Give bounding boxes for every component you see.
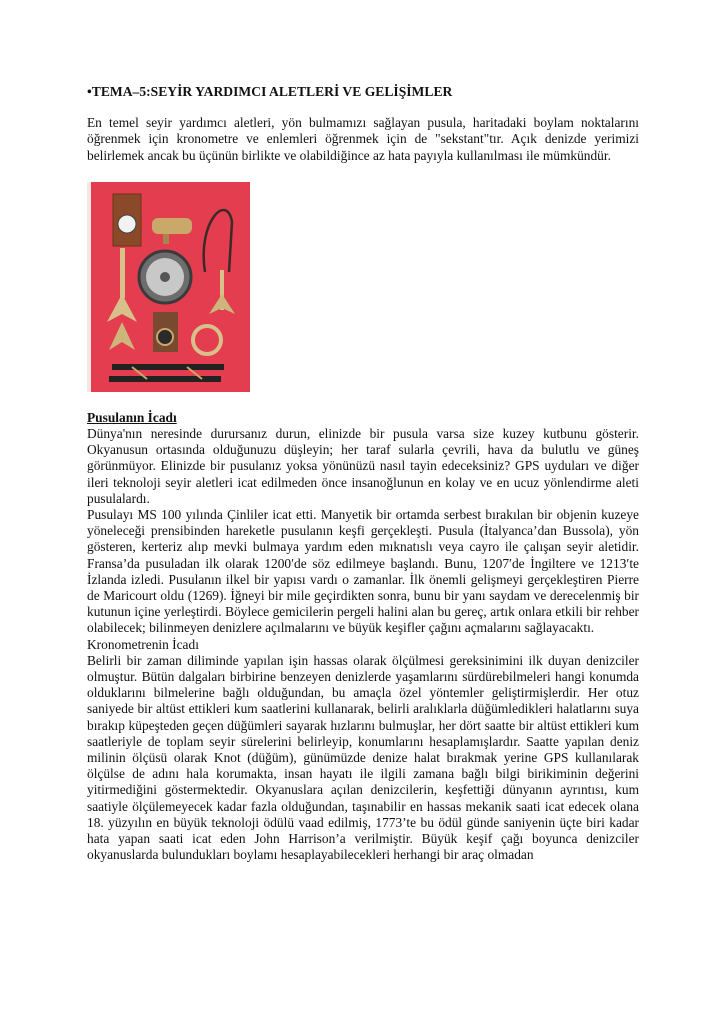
photo-left-edge	[87, 182, 91, 392]
compass-paragraph-1: Dünya'nın neresinde durursanız durun, elinizde bir pusula varsa size kuzey kutbunu gösterir. Okyanusun ortasında olduğunuzu düşleyin; her taraf sularla çevrili, hava da bulutlu ve güneş görünmüyor. Elinizde bir pusulanız yoksa yönünüzü nasıl tayin edeceksiniz? GPS uyduları ve diğer ileri teknoloji seyir aletleri icat edilmeden önce insanoğlunun en kolay ve en ucuz yönlendirme aleti pusulalardı.	[87, 426, 639, 506]
parallel-ruler-top-icon	[112, 364, 224, 370]
compass-center-icon	[160, 272, 170, 282]
section-heading-compass: Pusulanın İcadı	[87, 409, 177, 425]
brass-fitting-icon	[152, 218, 192, 234]
navigation-instruments-photo	[87, 182, 250, 392]
parallel-ruler-bottom-icon	[109, 376, 221, 382]
brass-fitting-stand-icon	[163, 234, 169, 244]
chronometer-dial-icon	[118, 215, 136, 233]
document-page	[87, 84, 639, 864]
document-title: •TEMA–5:SEYİR YARDIMCI ALETLERİ VE GELİŞİMLER	[87, 84, 453, 99]
section-heading-chronometer: Kronometrenin İcadı	[87, 636, 199, 652]
chronometer-paragraph-1: Belirli bir zaman diliminde yapılan işin hassas olarak ölçülmesi gereksinimini ilk duyan denizciler olmuştur. Bütün dalgaları birbirine benzeyen denizlerde yaşamlarını sürdürebilmeleri hangi konumda olduklarını bilmelerine bağlı olduğundan, bu amaçla özel yöntemler geliştirmişlerdir. Her otuz saniyede bir altüst ettikleri kum saatlerini kullanarak, belirli aralıklarla düğümledikleri halatlarını suya bırakıp küpeşteden geçen düğümleri sayarak hızlarını bulmuşlar, her dört saatte bir altüst ettikleri kum saatleriyle de toplam seyir sürelerini belirleyip, konumlarını hesaplamışlardır. Saatte yapılan deniz milinin ölçüsü olarak Knot (düğüm), günümüzde denize halat bırakmak yerine GPS kullanılarak ölçülse de adını hala korumakta, insan hayatı ile ilgili zamana bağlı bilgi birikiminin değerini yitirmediğini göstermektedir. Okyanuslara açılan denizcilerin, keşfettiği dünyanın ayrıntısı, kum saatiyle ölçülemeyecek kadar fazla olduğundan, taşınabilir en hassas mekanik saati icat edecek olana 18. yüzyılın en büyük teknoloji ödülü vaad edilmiş, 1773’te bu ödül günde saniyenin üçte biri kadar hata yapan saati icat eden John Harrison’a verilmiştir. Büyük keşif çağı boyunca denizciler okyanuslarda bulundukları boylamı hesaplayabilecekleri herhangi bir araç olmadan	[87, 652, 639, 863]
compass-paragraph-2: Pusulayı MS 100 yılında Çinliler icat etti. Manyetik bir ortamda serbest bırakılan bir objenin kuzeye yöneleceği prensibinden hareketle pusulanın keşfi gerçekleşti. Pusula (İtalyanca’dan Bussola), yön gösteren, kerteriz alıp mevki bulmaya yardım eden mıknatıslı veya cayro ile çalışan seyir aletidir. Fransa’da pusuladan ilk olarak 1200′de söz edilmeye başlandı. Bunu, 1207′de İngiltere ve 1213′te İzlanda izledi. Pusulanın ilkel bir yapısı vardı o zamanlar. İlk önemli gelişmeyi gerçekleştiren Pierre de Maricourt oldu (1269). İğneyi bir mile geçirdikten sonra, bunu bir yanı saydam ve derecelenmiş bir kutunun içine yerleştirdi. Böylece gemicilerin pergeli halini alan bu gereç, artık onlara etkili bir rehber olabilecek; bilinmeyen denizlere açılmalarını ve büyük keşifler çağını açmalarını sağlayacaktı.	[87, 507, 639, 636]
intro-paragraph: En temel seyir yardımcı aletleri, yön bulmamızı sağlayan pusula, haritadaki boylam noktalarını öğrenmek için kronometre ve enlemleri öğrenmek için de "sekstant"tır. Açık denizde yerimizi belirlemek ancak bu üçünün birlikte ve olabildiğince az hata payıyla kullanılması ile mümkündür.	[87, 115, 639, 163]
instruments-illustration	[87, 182, 250, 392]
gear-icon	[157, 329, 173, 345]
sounding-lead-icon	[120, 248, 125, 298]
